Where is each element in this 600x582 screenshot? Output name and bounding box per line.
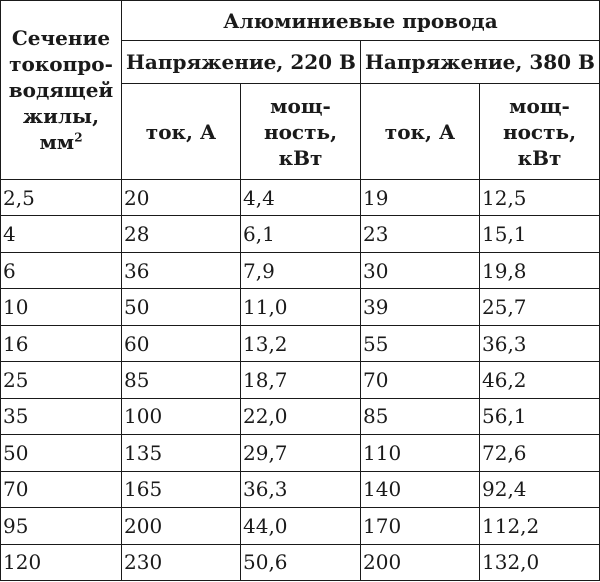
section-cell: 50 (1, 435, 122, 471)
section-cell: 6 (1, 252, 122, 288)
power-header-line: ность, (263, 119, 338, 144)
current-380-cell: 23 (361, 216, 480, 252)
current-220-header: ток, А (122, 84, 241, 180)
current-220-cell: 200 (122, 508, 241, 544)
current-220-cell: 50 (122, 289, 241, 325)
power-header-line: мощ- (509, 93, 570, 118)
power-380-cell: 132,0 (480, 544, 600, 580)
table-row (1, 325, 600, 361)
power-220-cell: 18,7 (241, 362, 361, 398)
section-unit: мм (39, 130, 75, 154)
section-cell: 25 (1, 362, 122, 398)
table-row (1, 471, 600, 507)
power-380-cell: 19,8 (480, 252, 600, 288)
power-220-cell: 50,6 (241, 544, 361, 580)
power-380-header (480, 84, 600, 180)
current-220-cell: 85 (122, 362, 241, 398)
main-header: Алюминиевые провода (122, 1, 600, 41)
power-header-line: мощ- (270, 93, 331, 118)
current-380-cell: 170 (361, 508, 480, 544)
table-row (1, 289, 600, 325)
power-220-cell: 6,1 (241, 216, 361, 252)
section-header-line: водящей (8, 78, 114, 102)
current-220-cell: 135 (122, 435, 241, 471)
section-cell: 16 (1, 325, 122, 361)
power-380-cell: 112,2 (480, 508, 600, 544)
power-220-cell: 36,3 (241, 471, 361, 507)
section-cell: 120 (1, 544, 122, 580)
voltage-220-header: Напряжение, 220 В (122, 41, 361, 84)
power-380-cell: 25,7 (480, 289, 600, 325)
section-cell: 35 (1, 398, 122, 434)
section-header-line: жилы, (22, 104, 100, 128)
power-380-cell: 15,1 (480, 216, 600, 252)
table-row (1, 216, 600, 252)
section-cell: 4 (1, 216, 122, 252)
table-row (1, 435, 600, 471)
current-220-cell: 36 (122, 252, 241, 288)
current-380-cell: 70 (361, 362, 480, 398)
current-380-cell: 140 (361, 471, 480, 507)
power-220-cell: 4,4 (241, 180, 361, 216)
power-380-cell: 72,6 (480, 435, 600, 471)
power-header-line: кВт (517, 145, 562, 170)
power-220-cell: 29,7 (241, 435, 361, 471)
table-row (1, 508, 600, 544)
section-cell: 2,5 (1, 180, 122, 216)
power-380-cell: 56,1 (480, 398, 600, 434)
power-220-header (241, 84, 361, 180)
section-header-line: токопро- (9, 52, 113, 76)
current-380-cell: 110 (361, 435, 480, 471)
power-220-cell: 44,0 (241, 508, 361, 544)
voltage-380-header: Напряжение, 380 В (361, 41, 600, 84)
current-380-cell: 30 (361, 252, 480, 288)
current-220-cell: 28 (122, 216, 241, 252)
power-220-cell: 7,9 (241, 252, 361, 288)
current-380-cell: 200 (361, 544, 480, 580)
table-row (1, 252, 600, 288)
table-row (1, 362, 600, 398)
table-row (1, 398, 600, 434)
current-380-cell: 55 (361, 325, 480, 361)
section-header-line: Сечение (11, 26, 111, 50)
current-380-cell: 19 (361, 180, 480, 216)
power-220-cell: 11,0 (241, 289, 361, 325)
table-row (1, 544, 600, 580)
section-cell: 70 (1, 471, 122, 507)
power-220-cell: 13,2 (241, 325, 361, 361)
current-220-cell: 165 (122, 471, 241, 507)
current-380-cell: 39 (361, 289, 480, 325)
current-220-cell: 60 (122, 325, 241, 361)
power-380-cell: 36,3 (480, 325, 600, 361)
section-cell: 10 (1, 289, 122, 325)
current-380-header: ток, А (361, 84, 480, 180)
current-220-cell: 230 (122, 544, 241, 580)
section-header (1, 1, 122, 180)
current-220-cell: 20 (122, 180, 241, 216)
power-header-line: ность, (502, 119, 577, 144)
section-cell: 95 (1, 508, 122, 544)
power-380-cell: 46,2 (480, 362, 600, 398)
power-220-cell: 22,0 (241, 398, 361, 434)
section-unit-exponent: 2 (74, 130, 83, 145)
power-380-cell: 12,5 (480, 180, 600, 216)
power-header-line: кВт (278, 145, 323, 170)
current-380-cell: 85 (361, 398, 480, 434)
power-380-cell: 92,4 (480, 471, 600, 507)
table-row (1, 180, 600, 216)
current-220-cell: 100 (122, 398, 241, 434)
